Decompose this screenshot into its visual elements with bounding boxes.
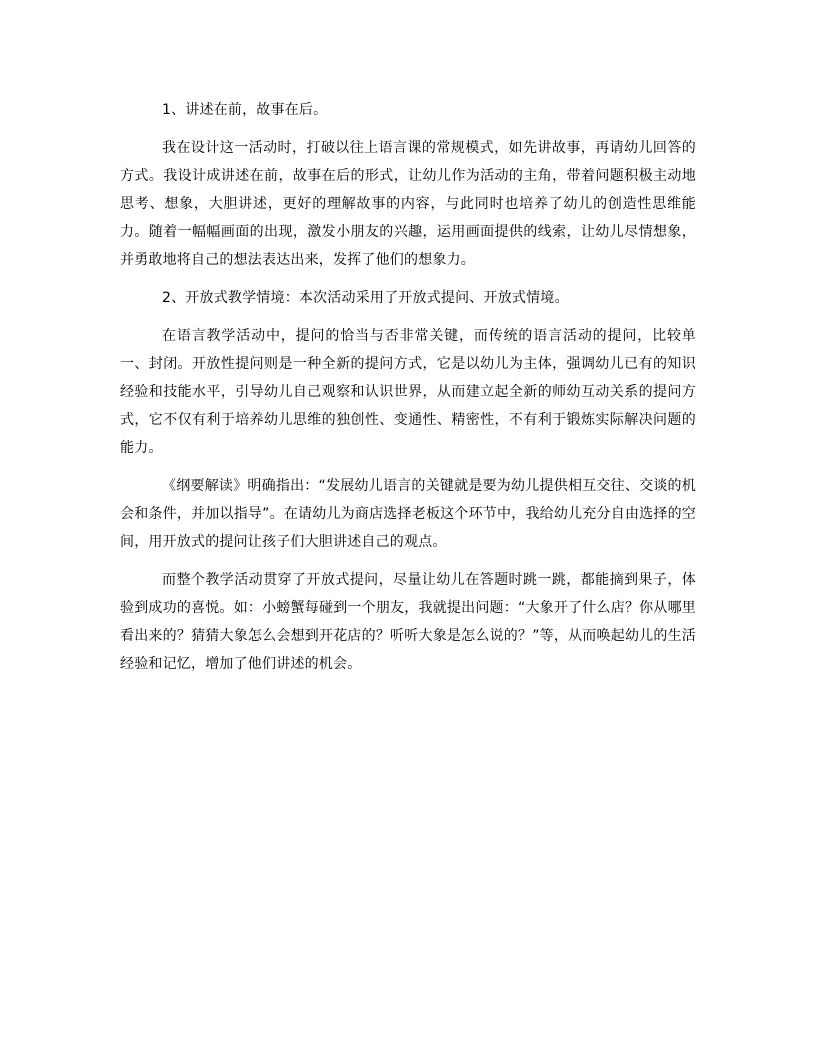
section-heading-2: 2、开放式教学情境：本次活动采用了开放式提问、开放式情境。 <box>162 290 569 306</box>
paragraph-1: 我在设计这一活动时，打破以往上语言课的常规模式，如先讲故事，再请幼儿回答的方式。我设计成讲述在前，故事在后的形式，让幼儿作为活动的主角，带着问题积极主动地思考、想象，大胆讲述，更好的理解故事的内容，与此同时也培养了幼儿的创造性思维能力。随着一幅幅画面的出现，激发小朋友的兴趣，运用画面提供的线索，让幼儿尽情想象，并勇敢地将自己的想法表达出来，发挥了他们的想象力。 <box>120 140 696 268</box>
paragraph-3: 《纲要解读》明确指出：“发展幼儿语言的关键就是要为幼儿提供相互交往、交谈的机会和条件，并加以指导”。在请幼儿为商店选择老板这个环节中，我给幼儿充分自由选择的空间，用开放式的提问让孩子们大胆讲述自己的观点。 <box>120 478 696 550</box>
document-body <box>120 96 696 688</box>
paragraph-2: 在语言教学活动中，提问的恰当与否非常关键，而传统的语言活动的提问，比较单一、封闭。开放性提问则是一种全新的提问方式，它是以幼儿为主体，强调幼儿已有的知识经验和技能水平，引导幼儿自己观察和认识世界，从而建立起全新的师幼互动关系的提问方式，它不仅有利于培养幼儿思维的独创性、变通性、精密性，不有利于锻炼实际解决问题的能力。 <box>120 328 696 456</box>
paragraph-4: 而整个教学活动贯穿了开放式提问，尽量让幼儿在答题时跳一跳，都能摘到果子，体验到成功的喜悦。如：小螃蟹每碰到一个朋友，我就提出问题：“大象开了什么店？你从哪里看出来的？猜猜大象怎么会想到开花店的？听听大象是怎么说的？”等，从而唤起幼儿的生活经验和记忆，增加了他们讲述的机会。 <box>120 572 696 672</box>
section-heading-1: 1、讲述在前，故事在后。 <box>162 102 328 118</box>
